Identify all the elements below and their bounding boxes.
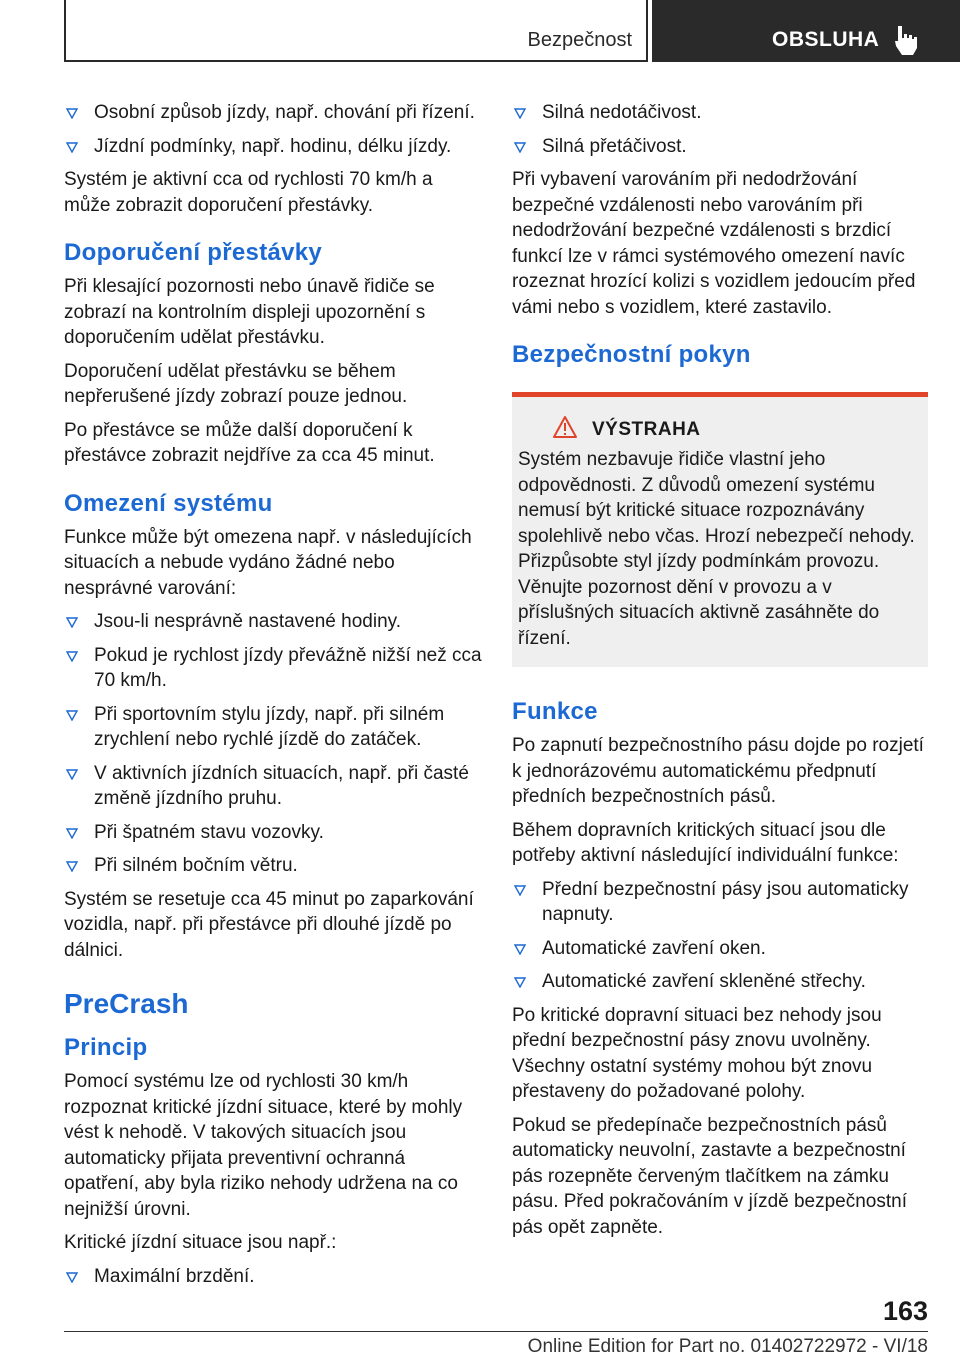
triangle-bullet-icon (514, 108, 526, 119)
list-item: Při sportovním stylu jízdy, např. při silném zrychlení nebo rychlé jízdě do zatáček. (64, 702, 482, 753)
triangle-bullet-icon (66, 828, 78, 839)
list-item: Přední bezpečnostní pásy jsou automaticky napnuty. (512, 877, 928, 928)
header-section-title: Bezpečnost (527, 29, 632, 51)
paragraph: Pokud se předepínače bezpečnostních pásů automaticky neuvolní, zastavte a bezpečnostní pás rozepněte červeným tlačítkem na zámku pásu. Před pokračováním v jízdě bezpečnostní pás opět zapněte. (512, 1114, 908, 1238)
heading-system-limits: Omezení systému (64, 489, 273, 517)
heading-safety-note: Bezpečnostní pokyn (512, 341, 751, 368)
paragraph: Systém se resetuje cca 45 minut po zaparkování vozidla, např. při přestávce při dlouhé jízdě po dálnici. (64, 888, 474, 961)
heading-break-recommendation: Doporučení přestávky (64, 239, 323, 266)
right-column (512, 100, 928, 1248)
list-item: Při špatném stavu vozovky. (64, 820, 482, 846)
heading-principle: Princip (64, 1034, 148, 1061)
list-item: Při silném bočním větru. (64, 853, 482, 879)
triangle-bullet-icon (66, 1272, 78, 1283)
paragraph: Kritické jízdní situace jsou např.: (64, 1232, 337, 1253)
footer-divider (64, 1331, 928, 1332)
triangle-bullet-icon (66, 617, 78, 628)
paragraph: Pomocí systému lze od rychlosti 30 km/h rozpoznat kritické jízdní situace, které by mohly vést k nehodě. V takových situacích jsou automaticky přijata preventivní ochranná opatření, aby byla riziko nehody udržena na co nejnižší úrovni. (64, 1071, 463, 1220)
triangle-bullet-icon (66, 710, 78, 721)
warning-text: Systém nezbavuje řidiče vlastní jeho odpovědnosti. Z důvodů omezení systému nemusí být kritické situace rozpoznávány spolehlivě nebo včas. Hrozí nebezpečí nehody. Přizpůsobte styl jízdy podmínkám provozu. Věnujte pozornost dění v provozu a v příslušných situacích aktivně zasáhněte do řízení. (518, 449, 915, 649)
list-item: Automatické zavření oken. (512, 936, 928, 962)
paragraph: Během dopravních kritických situací jsou dle potřeby aktivní následující individuální funkce: (512, 819, 899, 866)
paragraph: Při vybavení varováním při nedodržování bezpečné vzdálenosti nebo varováním při nedodržování bezpečné vzdálenosti s brzdicí funkcí lze v rámci systémového omezení navíc rozeznat hrozící kolizi s vozidlem jedoucím před vámi nebo s vozidlem, které zastavilo. (512, 169, 916, 318)
triangle-bullet-icon (514, 885, 526, 896)
paragraph: Doporučení udělat přestávku se během nepřerušené jízdy zobrazí pouze jednou. (64, 360, 408, 407)
warning-triangle-icon (552, 415, 578, 439)
heading-precrash: PreCrash (64, 988, 189, 1019)
heading-function: Funkce (512, 698, 598, 725)
paragraph: Systém je aktivní cca od rychlosti 70 km/h a může zobrazit doporučení přestávky. (64, 169, 433, 216)
header-chapter-title: OBSLUHA (772, 28, 880, 51)
list-item: Osobní způsob jízdy, např. chování při řízení. (64, 100, 482, 126)
pointing-hand-icon (892, 24, 922, 58)
paragraph: Po kritické dopravní situaci bez nehody jsou přední bezpečnostní pásy znovu uvolněny. Všechny ostatní systémy mohou být znovu přestaveny do požadované polohy. (512, 1004, 882, 1102)
triangle-bullet-icon (514, 944, 526, 955)
list-item: Automatické zavření skleněné střechy. (512, 969, 928, 995)
footer-edition: Online Edition for Part no. 01402722972 - VI/18 (527, 1336, 928, 1357)
warning-header (518, 417, 920, 443)
triangle-bullet-icon (66, 651, 78, 662)
triangle-bullet-icon (514, 977, 526, 988)
paragraph: Po zapnutí bezpečnostního pásu dojde po rozjetí k jednorázovému automatickému předpnutí předních bezpečnostních pásů. (512, 735, 924, 807)
page-number: 163 (882, 1296, 928, 1326)
warning-box (512, 392, 928, 667)
list-item: Jsou-li nesprávně nastavené hodiny. (64, 609, 482, 635)
triangle-bullet-icon (66, 769, 78, 780)
paragraph: Funkce může být omezena např. v následujících situacích a nebude vydáno žádné nebo nesprávné varování: (64, 526, 472, 599)
paragraph: Při klesající pozornosti nebo únavě řidiče se zobrazí na kontrolním displeji upozornění s doporučením udělat přestávku. (64, 276, 435, 348)
triangle-bullet-icon (66, 108, 78, 119)
left-column (64, 100, 482, 1297)
list-item: Pokud je rychlost jízdy převážně nižší než cca 70 km/h. (64, 643, 482, 694)
warning-title: VÝSTRAHA (592, 419, 701, 440)
list-item: Maximální brzdění. (64, 1264, 482, 1290)
list-item: Silná nedotáčivost. (512, 100, 928, 126)
triangle-bullet-icon (514, 142, 526, 153)
triangle-bullet-icon (66, 142, 78, 153)
list-item: Silná přetáčivost. (512, 134, 928, 160)
triangle-bullet-icon (66, 861, 78, 872)
list-item: V aktivních jízdních situacích, např. při časté změně jízdního pruhu. (64, 761, 482, 812)
header-section-tab (64, 0, 648, 62)
paragraph: Po přestávce se může další doporučení k přestávce zobrazit nejdříve za cca 45 minut. (64, 419, 435, 466)
list-item: Jízdní podmínky, např. hodinu, délku jízdy. (64, 134, 482, 160)
